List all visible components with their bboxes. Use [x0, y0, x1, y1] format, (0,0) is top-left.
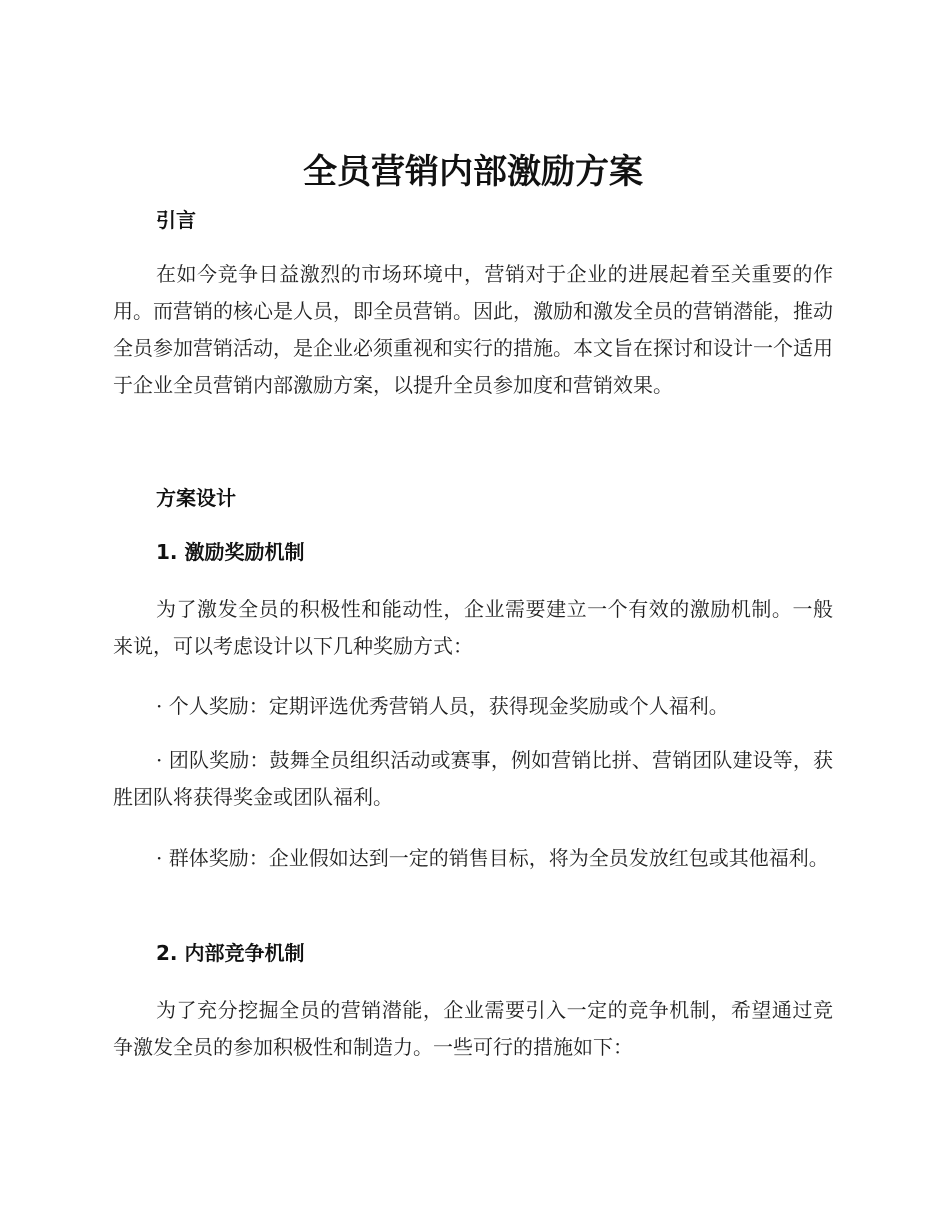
incentive-paragraph: 为了激发全员的积极性和能动性，企业需要建立一个有效的激励机制。一般来说，可以考虑设计以下几种奖励方式：	[113, 597, 833, 658]
document-title: 全员营销内部激励方案	[303, 152, 643, 192]
subsection-heading-competition: 2. 内部竞争机制	[156, 941, 305, 965]
intro-paragraph: 在如今竞争日益激烈的市场环境中，营销对于企业的进展起着至关重要的作用。而营销的核心是人员，即全员营销。因此，激励和激发全员的营销潜能，推动全员参加营销活动，是企业必须重视和实行的措施。本文旨在探讨和设计一个适用于企业全员营销内部激励方案，以提升全员参加度和营销效果。	[113, 262, 833, 397]
section-heading-intro: 引言	[156, 208, 196, 232]
bullet-team-reward: · 团队奖励：鼓舞全员组织活动或赛事，例如营销比拼、营销团队建设等，获胜团队将获得奖金或团队福利。	[113, 748, 833, 809]
bullet-personal-reward: · 个人奖励：定期评选优秀营销人员，获得现金奖励或个人福利。	[156, 694, 729, 718]
bullet-group-reward: · 群体奖励：企业假如达到一定的销售目标，将为全员发放红包或其他福利。	[156, 846, 829, 870]
section-heading-design: 方案设计	[156, 486, 236, 510]
subsection-heading-incentive: 1. 激励奖励机制	[156, 540, 305, 564]
competition-paragraph: 为了充分挖掘全员的营销潜能，企业需要引入一定的竞争机制，希望通过竞争激发全员的参加积极性和制造力。一些可行的措施如下：	[113, 998, 833, 1059]
